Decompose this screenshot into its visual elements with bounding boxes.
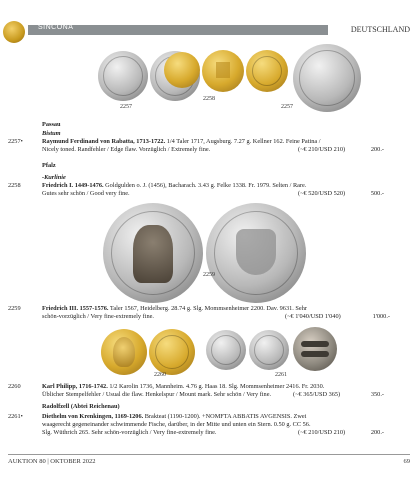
lot-2260-estimate: (~€ 365/USD 365) [293,391,341,398]
lot-2261-line2: waagerecht gegeneinander schwimmende Fische, darüber, in der Mitte und unten ein Stern. 0.50 g. CC 56. [42,421,311,428]
page-number: 69 [403,458,410,465]
lot-2259-line2: schön-vorzüglich / Very fine-extremely fine. [42,313,154,320]
lot-2258-line2: Gutes sehr schön / Good very fine. [42,190,130,197]
lot-2261-line1: Diethelm von Krenkingen, 1169-1206. Brakteat (1190-1200). +NOMFTA ABBATIS AVGENSIS. Zwei [42,413,307,420]
lot-2258-estimate: (~€ 520/USD 520) [298,190,346,197]
lot-number: 2260 [8,383,21,390]
section-pfalz: Pfalz [42,162,56,169]
lot-2257-line2: Nicely toned. Randfehler / Edge flaw. Vorzüglich / Extremely fine. [42,146,211,153]
coin-2261-obverse [206,330,246,370]
lot-2261-estimate: (~€ 210/USD 210) [298,429,346,436]
lot-2257-price: 200.- [370,146,384,153]
section-bistum: Bistum [42,130,61,137]
coin-2260-obverse [101,329,147,375]
caption-2259: 2259 [203,272,215,278]
lot-2257-estimate: (~€ 210/USD 210) [298,146,346,153]
lot-2258-price: 500.- [370,190,384,197]
section-passau: Passau [42,121,61,128]
section-kurlinie: -Kurlinie [42,174,66,181]
country-heading: DEUTSCHLAND [350,25,410,34]
caption-2257-right: 2257 [281,104,293,110]
lot-2260-line2: Üblicher Stempelfehler / Usual die flaw. Henkelspur / Mount mark. Sehr schön / Very fine. [42,391,272,398]
lot-2258-line1: Friedrich I. 1449-1476. Goldgulden o. J. (1456), Bacharach. 3.43 g. Felke 1338. Fr. 1979. Selten / Rare. [42,182,307,189]
lot-2260-price: 350.- [370,391,384,398]
lot-number: 2257• [8,138,23,145]
header-coin-logo [3,21,25,43]
lot-2261-price: 200.- [370,429,384,436]
lot-number: 2259 [8,305,21,312]
lot-2259-line1: Friedrich III. 1557-1576. Taler 1567, Heidelberg. 28.74 g. Slg. Mommsenheimer 2200. Dav. 9631. Sehr [42,305,307,312]
coin-2259-reverse [206,203,306,303]
lot-2259-price: 1'000.- [372,313,390,320]
coin-2261-bracteate [293,327,337,371]
caption-2257: 2257 [120,104,132,110]
caption-2258: 2258 [203,96,215,102]
coin-2258-obverse [202,50,244,92]
coin-2258-reverse [246,50,288,92]
coin-2258-obverse-a [164,52,200,88]
footer-rule [8,454,410,455]
lot-2261-line3: Slg. Wüthrich 265. Sehr schön-vorzüglich / Very fine-extremely fine. [42,429,217,436]
coin-2257-obverse [98,51,148,101]
header-bar [28,25,328,35]
lot-number: 2258 [8,182,21,189]
coin-2257b [293,44,361,112]
lot-2260-line1: Karl Philipp, 1716-1742. 1/2 Karolin 1736, Mannheim. 4.76 g. Haas 18. Slg. Mommsenheimer 2416. Fr. 2030. [42,383,325,390]
lot-2259-estimate: (~€ 1'040/USD 1'040) [285,313,341,320]
lot-2257-line1: Raymund Ferdinand von Rabatta, 1713-1722. 1/4 Taler 1717, Augsburg. 7.27 g. Kellner 162. Feine Patina / [42,138,321,145]
coin-2260-reverse [149,329,195,375]
lot-number: 2261• [8,413,23,420]
coin-2259-obverse [103,203,203,303]
section-radolfzell: Radolfzell (Abtei Reichenau) [42,403,120,410]
coin-2261-reverse [249,330,289,370]
footer-auction: AUKTION 80 | OKTOBER 2022 [8,458,96,465]
caption-2260: 2260 [154,372,166,378]
caption-2261: 2261 [275,372,287,378]
brand-tag: SINCONA [38,24,74,31]
